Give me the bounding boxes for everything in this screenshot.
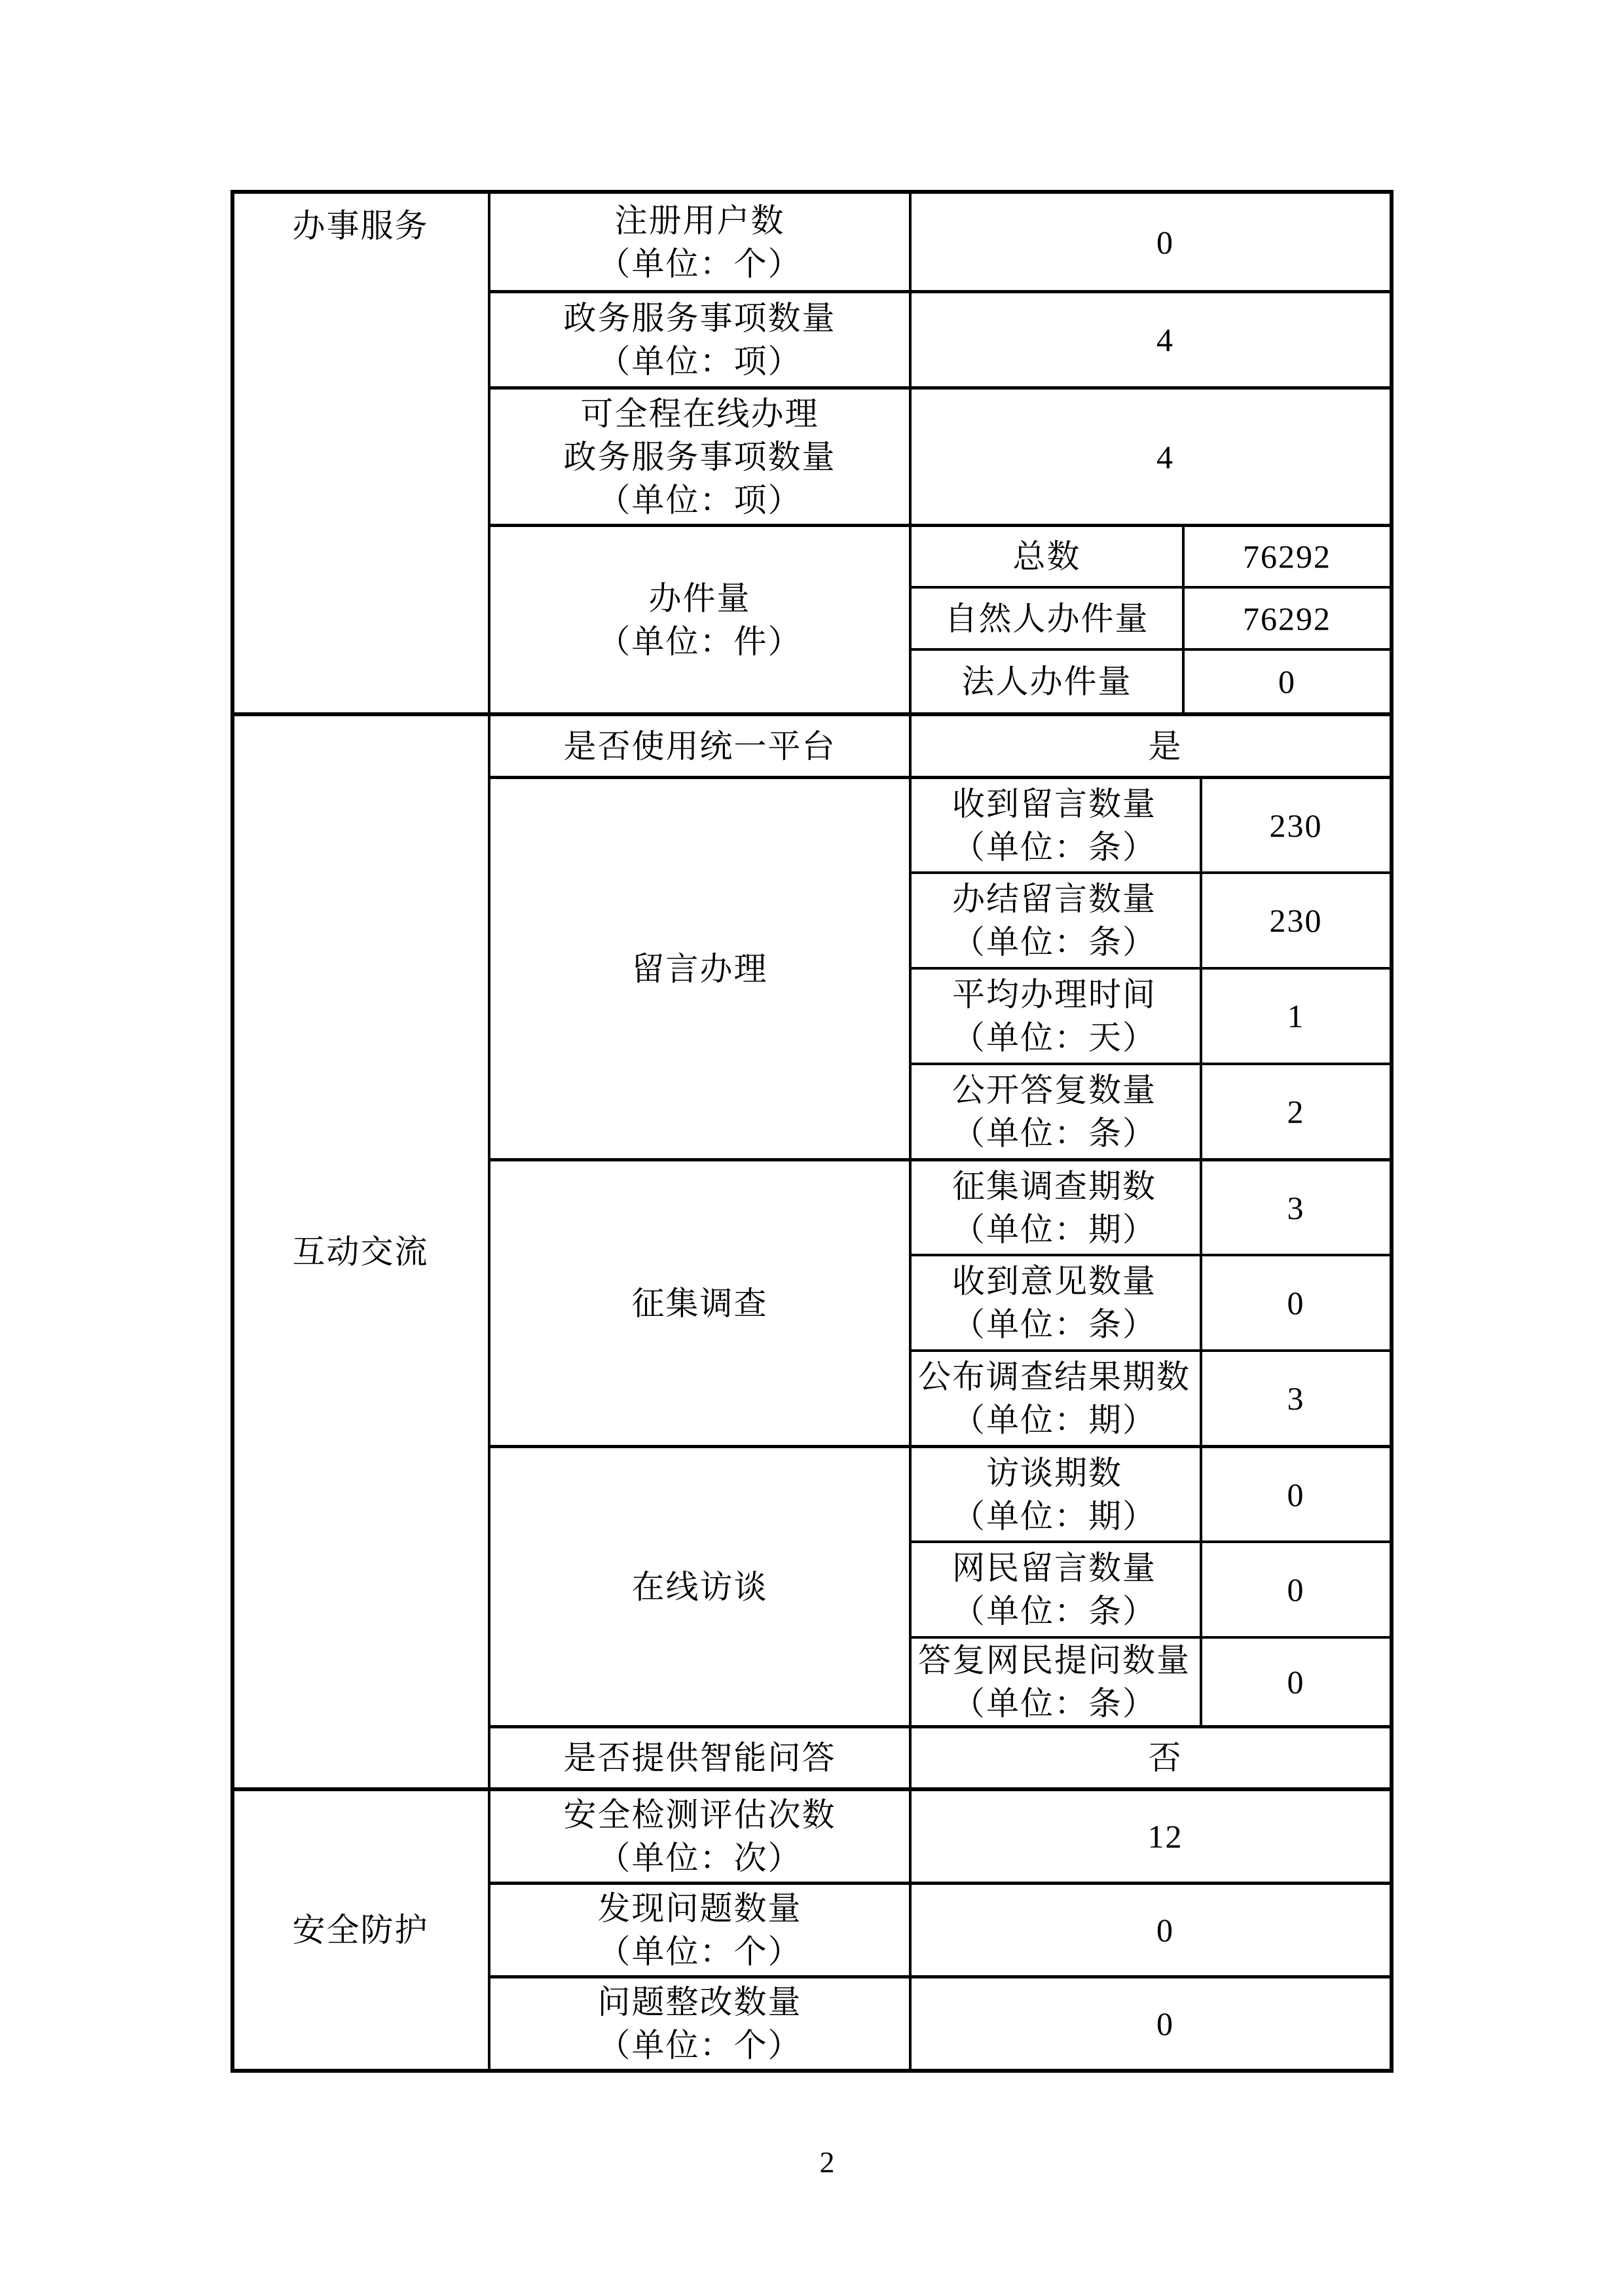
sublabel-average-handling-time [912, 970, 1197, 1063]
value-text: 0 [1156, 1912, 1174, 1948]
sublabel-line: 公布调查结果期数 [918, 1358, 1190, 1395]
value-text: 4 [1156, 321, 1174, 358]
sublabel-line: 公开答复数量 [952, 1072, 1156, 1108]
value-text: 230 [1269, 807, 1323, 844]
sublabel-cases-legal-person [912, 651, 1182, 712]
subvalue-cases-legal-person [1185, 651, 1390, 712]
label-line: 政务服务事项数量 [563, 438, 836, 475]
value-text: 3 [1287, 1189, 1305, 1226]
sublabel-unit-line: （单位：条） [952, 1685, 1156, 1722]
metric-label-smart-qa [490, 1728, 909, 1787]
metric-value-smart-qa [912, 1728, 1390, 1787]
metric-value-service-items [912, 293, 1390, 386]
sublabel-line: 自然人办件量 [944, 600, 1149, 637]
value-text: 1 [1287, 998, 1305, 1034]
value-text: 2 [1287, 1093, 1305, 1130]
metric-label-cases-handled [490, 527, 909, 712]
value-text: 0 [1287, 1664, 1305, 1700]
value-text: 230 [1269, 902, 1323, 939]
value-text: 0 [1156, 2005, 1174, 2042]
metric-value-online-service-items [912, 390, 1390, 524]
metric-value-security-assessments [912, 1791, 1390, 1882]
sublabel-cases-natural-person [912, 589, 1182, 648]
value-text: 0 [1287, 1285, 1305, 1321]
subvalue-messages-received [1202, 779, 1390, 871]
value-text: 76292 [1243, 538, 1331, 575]
metric-value-problems-found [912, 1885, 1390, 1975]
sublabel-unit-line: （单位：天） [952, 1019, 1156, 1056]
metric-label-security-assessments [490, 1791, 909, 1882]
category-banshifuwu [233, 194, 488, 712]
label-line: 征集调查 [631, 1285, 768, 1322]
label-unit-line: （单位：次） [597, 1840, 802, 1876]
label-unit-line: （单位：项） [597, 481, 802, 519]
label-line: 可全程在线办理 [580, 395, 819, 432]
label-line: 注册用户数 [614, 202, 785, 239]
label-line: 安全检测评估次数 [563, 1796, 836, 1833]
sublabel-unit-line: （单位：条） [952, 828, 1156, 866]
value-text: 否 [1148, 1740, 1183, 1776]
subvalue-opinions-received [1202, 1256, 1390, 1349]
label-line: 留言办理 [631, 950, 768, 987]
subvalue-netizen-messages [1202, 1543, 1390, 1636]
sublabel-cases-total [912, 527, 1182, 586]
sublabel-opinions-received [912, 1256, 1197, 1349]
category-anquanfanghu [233, 1791, 488, 2069]
label-line: 问题整改数量 [597, 1984, 802, 2020]
sublabel-unit-line: （单位：期） [952, 1402, 1156, 1438]
subvalue-messages-completed [1202, 874, 1390, 967]
value-text: 12 [1147, 1818, 1183, 1855]
sublabel-line: 法人办件量 [961, 663, 1132, 700]
metric-value-problems-rectified [912, 1978, 1390, 2069]
category-hudongjiaoliu [233, 716, 488, 1787]
group-label-survey [490, 1161, 909, 1445]
sublabel-line: 收到意见数量 [952, 1263, 1156, 1300]
category-label: 安全防护 [292, 1912, 429, 1948]
metric-label-service-items [490, 293, 909, 386]
label-line: 政务服务事项数量 [563, 300, 836, 337]
value-text: 0 [1287, 1476, 1305, 1513]
sublabel-survey-issues [912, 1161, 1197, 1254]
sublabel-line: 答复网民提问数量 [918, 1642, 1190, 1679]
label-unit-line: （单位：件） [597, 623, 802, 660]
category-label: 互动交流 [292, 1233, 429, 1270]
label-line: 是否提供智能问答 [563, 1740, 836, 1776]
label-line: 在线访谈 [631, 1568, 768, 1605]
sublabel-line: 办结留言数量 [952, 881, 1156, 917]
value-text: 是 [1148, 727, 1183, 765]
sublabel-messages-completed [912, 874, 1197, 967]
value-text: 4 [1156, 438, 1174, 475]
page-number: 2 [819, 2145, 835, 2179]
sublabel-unit-line: （单位：条） [952, 1306, 1156, 1343]
sublabel-line: 平均办理时间 [952, 976, 1156, 1013]
sublabel-netizen-questions-answered [912, 1639, 1197, 1725]
metric-label-unified-platform [490, 716, 909, 776]
value-text: 0 [1287, 1571, 1305, 1608]
sublabel-netizen-messages [912, 1543, 1197, 1636]
subvalue-survey-issues [1202, 1161, 1390, 1254]
subvalue-public-replies [1202, 1065, 1390, 1158]
label-unit-line: （单位：项） [597, 343, 802, 380]
subvalue-average-handling-time [1202, 970, 1390, 1063]
metric-label-online-service-items [490, 390, 909, 524]
sublabel-messages-received [912, 779, 1197, 871]
sublabel-line: 访谈期数 [986, 1454, 1122, 1491]
sublabel-line: 收到留言数量 [952, 785, 1156, 822]
sublabel-line: 征集调查期数 [952, 1167, 1156, 1205]
subvalue-cases-total [1185, 527, 1390, 586]
value-text: 0 [1278, 663, 1296, 700]
label-unit-line: （单位：个） [597, 245, 802, 282]
table-border-bottom [231, 2069, 1393, 2073]
subvalue-survey-results-published [1202, 1352, 1390, 1445]
sublabel-line: 总数 [1012, 538, 1081, 575]
metric-value-registered-users [912, 194, 1390, 290]
metric-label-registered-users [490, 194, 909, 290]
subvalue-netizen-questions-answered [1202, 1639, 1390, 1725]
value-text: 0 [1156, 223, 1174, 261]
metric-label-problems-found [490, 1885, 909, 1975]
value-text: 76292 [1243, 600, 1331, 637]
subvalue-interview-issues [1202, 1448, 1390, 1540]
sublabel-unit-line: （单位：条） [952, 1593, 1156, 1630]
sublabel-interview-issues [912, 1448, 1197, 1540]
sublabel-unit-line: （单位：期） [952, 1497, 1156, 1535]
metric-label-problems-rectified [490, 1978, 909, 2069]
sublabel-unit-line: （单位：条） [952, 924, 1156, 960]
subvalue-cases-natural-person [1185, 589, 1390, 648]
sublabel-public-replies [912, 1065, 1197, 1158]
sublabel-unit-line: （单位：期） [952, 1211, 1156, 1248]
sublabel-unit-line: （单位：条） [952, 1115, 1156, 1152]
label-line: 办件量 [648, 579, 751, 617]
sublabel-survey-results-published [912, 1352, 1197, 1445]
label-unit-line: （单位：个） [597, 1933, 802, 1970]
metric-value-unified-platform [912, 716, 1390, 776]
label-line: 发现问题数量 [597, 1890, 802, 1927]
label-unit-line: （单位：个） [597, 2027, 802, 2064]
sublabel-line: 网民留言数量 [952, 1550, 1156, 1586]
group-label-online-interview [490, 1448, 909, 1725]
value-text: 3 [1287, 1380, 1305, 1417]
label-line: 是否使用统一平台 [563, 727, 836, 765]
category-label: 办事服务 [292, 208, 429, 244]
group-label-message-handling [490, 779, 909, 1158]
